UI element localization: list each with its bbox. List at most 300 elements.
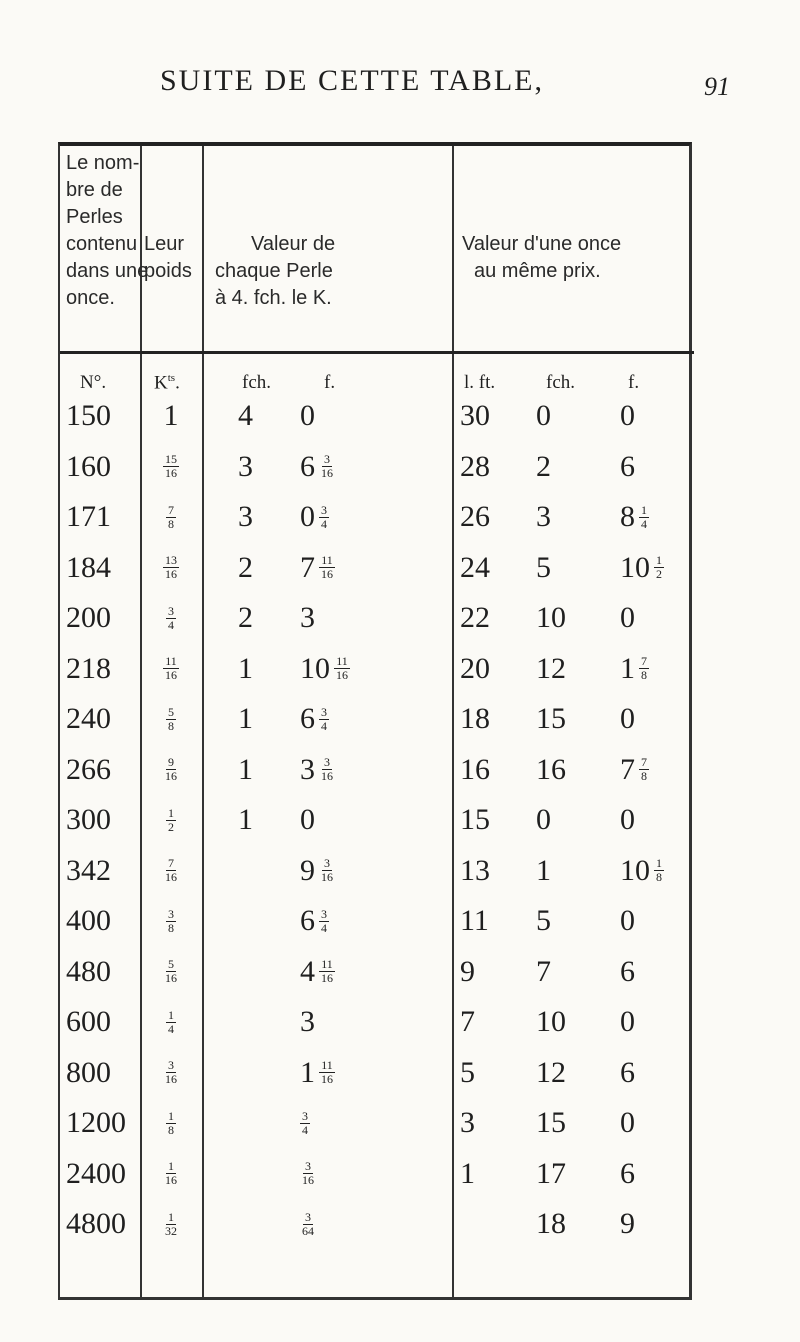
cell-pearl-count	[66, 746, 138, 794]
fraction-numerator: 3	[324, 755, 330, 769]
cell-once-fch-value: 10	[536, 601, 566, 634]
cell-once-fch-value: 18	[536, 1207, 566, 1240]
fraction	[166, 706, 176, 733]
fraction-denominator: 8	[168, 920, 174, 935]
cell-once-fch	[536, 948, 592, 996]
cell-pearl-count	[66, 695, 138, 743]
cell-once-fch	[536, 746, 592, 794]
fraction-numerator: 3	[324, 856, 330, 870]
fraction-numerator: 1	[656, 553, 662, 567]
table-row	[60, 1049, 694, 1097]
cell-once-fch	[536, 544, 592, 592]
cell-pearl-fch	[238, 443, 268, 491]
fraction	[163, 1059, 179, 1086]
fraction	[163, 756, 179, 783]
cell-weight-kts	[142, 443, 200, 491]
cell-once-f	[620, 1150, 690, 1198]
cell-once-lst-value: 9	[460, 954, 475, 988]
cell-once-fch	[536, 1049, 592, 1097]
cell-pearl-f	[300, 796, 440, 844]
table-row	[60, 1200, 694, 1248]
fraction-denominator: 16	[165, 870, 177, 884]
fraction-denominator: 4	[168, 1021, 174, 1036]
fraction	[166, 504, 176, 531]
cell-once-lst-value: 7	[460, 1005, 475, 1038]
cell-once-f	[620, 796, 690, 844]
cell-once-lst-value: 3	[460, 1106, 475, 1139]
cell-pearl-fch	[238, 695, 268, 743]
fraction-numerator: 3	[321, 502, 327, 517]
cell-once-lst	[460, 1049, 520, 1097]
cell-once-f-value: 0	[620, 1005, 635, 1038]
cell-once-fch-value: 16	[536, 752, 566, 786]
cell-weight-kts	[142, 1200, 200, 1248]
cell-once-lst	[460, 594, 520, 642]
cell-weight-kts	[142, 998, 200, 1046]
fraction	[163, 453, 179, 480]
cell-once-fch-value: 7	[536, 954, 551, 988]
table-row	[60, 746, 694, 794]
table-row	[60, 443, 694, 491]
cell-once-lst-value: 1	[460, 1156, 475, 1190]
fraction	[319, 504, 329, 531]
cell-weight-kts	[142, 948, 200, 996]
cell-once-f	[620, 1049, 690, 1097]
cell-once-fch-value: 12	[536, 651, 566, 685]
cell-pearl-count	[66, 948, 138, 996]
fraction	[334, 655, 350, 682]
cell-once-fch-value: 12	[536, 1055, 566, 1089]
cell-pearl-f-value: 9	[300, 853, 315, 887]
cell-pearl-count	[66, 1150, 138, 1198]
fraction-denominator: 8	[168, 1122, 174, 1137]
table-row	[60, 998, 694, 1046]
cell-pearl-f-value: 3	[300, 1005, 315, 1038]
cell-pearl-fch	[238, 746, 268, 794]
fraction-denominator: 8	[168, 516, 174, 531]
fraction-numerator: 3	[324, 452, 330, 466]
fraction	[654, 554, 664, 581]
cell-once-fch-value: 3	[536, 500, 551, 533]
fraction-numerator: 7	[641, 654, 647, 668]
fraction-denominator: 4	[168, 617, 174, 632]
fraction	[163, 554, 179, 581]
unit-once-lst: l. ft.	[464, 372, 496, 393]
fraction-numerator: 11	[321, 1058, 333, 1072]
cell-once-f-value: 1	[620, 651, 635, 685]
cell-weight-kts	[142, 594, 200, 642]
fraction-numerator: 3	[305, 1159, 311, 1173]
cell-pearl-f	[300, 1150, 440, 1198]
cell-once-f-value: 0	[620, 803, 635, 836]
table-row	[60, 897, 694, 945]
fraction-numerator: 9	[168, 755, 174, 769]
unit-once-f: f.	[628, 372, 640, 393]
fraction-denominator: 4	[641, 516, 647, 531]
fraction	[166, 605, 176, 632]
cell-pearl-count	[66, 1049, 138, 1097]
cell-weight-kts	[142, 544, 200, 592]
cell-weight-kts	[142, 1150, 200, 1198]
cell-pearl-count-value: 300	[66, 803, 111, 836]
cell-once-f	[620, 594, 690, 642]
cell-pearl-fch	[238, 998, 268, 1046]
fraction-denominator: 4	[321, 516, 327, 531]
fraction	[166, 1009, 176, 1036]
cell-once-f	[620, 1200, 690, 1248]
unit-perle-f: f.	[324, 372, 336, 393]
cell-pearl-fch-value: 3	[238, 500, 253, 533]
cell-pearl-count	[66, 897, 138, 945]
unit-no: N°.	[80, 372, 107, 393]
fraction-denominator: 8	[656, 870, 662, 884]
cell-once-fch-value: 15	[536, 1106, 566, 1139]
table-row	[60, 847, 694, 895]
cell-weight-kts	[142, 1099, 200, 1147]
cell-pearl-f	[300, 1200, 440, 1248]
cell-once-f-value: 6	[620, 1055, 635, 1089]
fraction-denominator: 16	[165, 1173, 177, 1187]
cell-once-lst-value: 26	[460, 500, 490, 533]
cell-once-f-value: 0	[620, 904, 635, 937]
cell-pearl-f-value: 6	[300, 449, 315, 483]
table-row	[60, 493, 694, 541]
cell-pearl-fch	[238, 544, 268, 592]
cell-once-lst	[460, 392, 520, 440]
cell-pearl-f-value: 6	[300, 904, 315, 937]
table-row	[60, 1150, 694, 1198]
cell-pearl-count	[66, 493, 138, 541]
cell-once-fch-value: 5	[536, 550, 551, 584]
fraction-denominator: 8	[168, 718, 174, 733]
cell-pearl-f-value: 7	[300, 550, 315, 584]
fraction	[319, 857, 335, 884]
fraction-numerator: 3	[321, 704, 327, 719]
cell-weight-kts	[142, 897, 200, 945]
cell-once-lst	[460, 746, 520, 794]
cell-pearl-f-value: 6	[300, 702, 315, 735]
fraction-denominator: 16	[321, 971, 333, 985]
running-head	[0, 64, 800, 108]
cell-pearl-fch-value: 1	[238, 803, 253, 836]
cell-once-fch-value: 15	[536, 702, 566, 735]
cell-pearl-f	[300, 493, 440, 541]
cell-weight-kts-value: 1	[163, 399, 179, 432]
cell-once-lst-value: 22	[460, 601, 490, 634]
fraction-numerator: 11	[321, 553, 333, 567]
cell-pearl-f	[300, 544, 440, 592]
cell-pearl-f-value: 3	[300, 752, 315, 786]
cell-pearl-count	[66, 645, 138, 693]
cell-pearl-count-value: 200	[66, 601, 111, 634]
cell-pearl-count	[66, 544, 138, 592]
cell-once-lst-value: 16	[460, 752, 490, 786]
cell-once-f-value: 10	[620, 550, 650, 584]
cell-once-f-value: 6	[620, 449, 635, 483]
table-row	[60, 594, 694, 642]
cell-once-lst-value: 24	[460, 550, 490, 584]
fraction	[166, 908, 176, 935]
cell-weight-kts	[142, 695, 200, 743]
table-row	[60, 544, 694, 592]
cell-pearl-fch	[238, 796, 268, 844]
fraction-numerator: 7	[168, 856, 174, 870]
fraction-denominator: 16	[165, 567, 177, 581]
fraction-denominator: 4	[321, 718, 327, 733]
cell-once-fch-value: 10	[536, 1005, 566, 1038]
cell-pearl-f	[300, 645, 440, 693]
cell-pearl-count-value: 240	[66, 702, 111, 735]
fraction-numerator: 3	[305, 1209, 311, 1224]
cell-pearl-count	[66, 998, 138, 1046]
fraction-numerator: 1	[168, 1007, 174, 1022]
cell-pearl-f	[300, 998, 440, 1046]
fraction-numerator: 11	[321, 957, 333, 971]
fraction-numerator: 7	[641, 755, 647, 769]
fraction-denominator: 16	[321, 769, 333, 783]
cell-once-f-value: 8	[620, 500, 635, 533]
fraction-numerator: 11	[336, 654, 348, 668]
cell-once-f-value: 0	[620, 1106, 635, 1139]
cell-pearl-fch	[238, 594, 268, 642]
fraction-denominator: 2	[656, 567, 662, 581]
cell-once-f	[620, 998, 690, 1046]
fraction	[654, 857, 664, 884]
cell-pearl-f-value: 4	[300, 954, 315, 988]
cell-pearl-f-value: 0	[300, 399, 315, 432]
cell-pearl-f	[300, 847, 440, 895]
cell-weight-kts	[142, 847, 200, 895]
cell-once-lst-value: 15	[460, 803, 490, 836]
cell-once-lst-value: 5	[460, 1055, 475, 1089]
cell-once-f	[620, 1099, 690, 1147]
pearl-value-table	[58, 142, 692, 1300]
cell-pearl-fch-value: 1	[238, 651, 253, 685]
fraction	[319, 706, 329, 733]
fraction	[319, 1059, 335, 1086]
cell-once-f-value: 7	[620, 752, 635, 786]
fraction-denominator: 16	[336, 668, 348, 682]
fraction-numerator: 1	[641, 502, 647, 517]
cell-once-fch	[536, 897, 592, 945]
cell-once-lst	[460, 544, 520, 592]
cell-pearl-f	[300, 594, 440, 642]
header-rule	[60, 351, 694, 354]
fraction-numerator: 1	[168, 1108, 174, 1123]
cell-pearl-count-value: 342	[66, 853, 111, 887]
cell-pearl-f	[300, 443, 440, 491]
cell-pearl-fch	[238, 897, 268, 945]
cell-pearl-count-value: 2400	[66, 1156, 126, 1190]
cell-once-lst	[460, 493, 520, 541]
fraction-numerator: 3	[168, 906, 174, 921]
table-row	[60, 695, 694, 743]
fraction	[163, 1160, 179, 1187]
cell-once-fch-value: 0	[536, 399, 551, 432]
unit-once-fch: fch.	[546, 372, 576, 393]
fraction-denominator: 32	[165, 1223, 177, 1238]
fraction-numerator: 5	[168, 704, 174, 719]
cell-pearl-count-value: 480	[66, 954, 111, 988]
cell-once-fch	[536, 1099, 592, 1147]
fraction	[319, 756, 335, 783]
cell-once-f	[620, 948, 690, 996]
table-row	[60, 948, 694, 996]
cell-once-lst-value: 20	[460, 651, 490, 685]
cell-pearl-fch-value: 2	[238, 550, 253, 584]
cell-once-lst-value: 18	[460, 702, 490, 735]
fraction	[319, 453, 335, 480]
cell-pearl-count	[66, 443, 138, 491]
fraction	[166, 807, 176, 834]
cell-once-lst	[460, 1200, 520, 1248]
fraction-numerator: 1	[656, 856, 662, 870]
cell-pearl-f-value: 1	[300, 1055, 315, 1089]
cell-pearl-f	[300, 1049, 440, 1097]
fraction-numerator: 3	[168, 603, 174, 618]
fraction-numerator: 11	[165, 654, 177, 668]
cell-once-fch-value: 5	[536, 904, 551, 937]
cell-once-f-value: 0	[620, 601, 635, 634]
cell-once-f	[620, 897, 690, 945]
cell-once-f	[620, 443, 690, 491]
fraction-denominator: 16	[321, 1072, 333, 1086]
fraction-numerator: 3	[302, 1108, 308, 1123]
fraction-numerator: 7	[168, 502, 174, 517]
header-col-once-value: Valeur d'une once au même prix.	[462, 233, 622, 282]
fraction	[166, 1110, 176, 1137]
fraction-denominator: 4	[302, 1122, 308, 1137]
fraction-denominator: 16	[165, 466, 177, 480]
cell-weight-kts	[142, 1049, 200, 1097]
cell-pearl-f	[300, 392, 440, 440]
cell-once-f	[620, 544, 690, 592]
cell-pearl-fch	[238, 948, 268, 996]
cell-pearl-fch-value: 4	[238, 399, 253, 432]
cell-pearl-count-value: 800	[66, 1055, 111, 1089]
cell-weight-kts	[142, 645, 200, 693]
fraction	[163, 655, 179, 682]
cell-pearl-f-value: 0	[300, 803, 315, 836]
cell-once-fch	[536, 443, 592, 491]
cell-once-fch	[536, 998, 592, 1046]
cell-once-f-value: 6	[620, 954, 635, 988]
cell-once-f	[620, 493, 690, 541]
cell-pearl-fch	[238, 1049, 268, 1097]
cell-weight-kts	[142, 746, 200, 794]
cell-pearl-f	[300, 746, 440, 794]
cell-once-lst	[460, 695, 520, 743]
fraction-denominator: 2	[168, 819, 174, 834]
cell-weight-kts	[142, 796, 200, 844]
cell-once-f	[620, 645, 690, 693]
fraction-denominator: 16	[165, 769, 177, 783]
fraction	[319, 908, 329, 935]
cell-weight-kts	[142, 493, 200, 541]
table-row	[60, 645, 694, 693]
table-row	[60, 392, 694, 440]
cell-once-f-value: 6	[620, 1156, 635, 1190]
cell-pearl-f-value: 10	[300, 651, 330, 685]
cell-once-fch	[536, 1150, 592, 1198]
cell-once-lst	[460, 897, 520, 945]
cell-pearl-count-value: 1200	[66, 1106, 126, 1139]
cell-pearl-count-value: 150	[66, 399, 111, 432]
cell-pearl-f	[300, 948, 440, 996]
cell-pearl-fch	[238, 847, 268, 895]
cell-pearl-fch	[238, 1150, 268, 1198]
cell-once-f	[620, 695, 690, 743]
cell-pearl-fch	[238, 1099, 268, 1147]
cell-pearl-f	[300, 897, 440, 945]
fraction-numerator: 1	[168, 805, 174, 820]
fraction-denominator: 16	[321, 567, 333, 581]
unit-perle-fch: fch.	[242, 372, 272, 393]
cell-pearl-f	[300, 695, 440, 743]
fraction	[300, 1160, 316, 1187]
cell-once-lst-value: 28	[460, 449, 490, 483]
fraction	[163, 1211, 179, 1238]
fraction-denominator: 16	[321, 870, 333, 884]
table-row	[60, 1099, 694, 1147]
cell-once-fch	[536, 847, 592, 895]
fraction-denominator: 16	[302, 1173, 314, 1187]
cell-once-fch	[536, 1200, 592, 1248]
cell-pearl-fch-value: 1	[238, 702, 253, 735]
fraction	[639, 655, 649, 682]
cell-once-lst	[460, 998, 520, 1046]
cell-pearl-count-value: 171	[66, 500, 111, 533]
cell-once-f	[620, 746, 690, 794]
fraction	[319, 958, 335, 985]
fraction-denominator: 16	[321, 466, 333, 480]
header-col-count: Le nom- bre de Perles contenu dans une once.	[66, 152, 149, 309]
cell-once-lst	[460, 645, 520, 693]
running-title: SUITE DE CETTE TABLE,	[160, 64, 544, 97]
header-col-pearl-value: Valeur de chaque Perle à 4. fch. le K.	[215, 233, 336, 309]
cell-pearl-count	[66, 594, 138, 642]
cell-pearl-count-value: 4800	[66, 1207, 126, 1240]
table-row	[60, 796, 694, 844]
unit-kts: $K^{ts}$.	[154, 372, 180, 394]
cell-once-lst	[460, 443, 520, 491]
fraction	[639, 504, 649, 531]
cell-once-f-value: 10	[620, 853, 650, 887]
fraction-denominator: 64	[302, 1223, 314, 1238]
fraction-denominator: 8	[641, 769, 647, 783]
fraction	[163, 857, 179, 884]
cell-pearl-fch	[238, 493, 268, 541]
cell-pearl-count-value: 160	[66, 449, 111, 483]
cell-pearl-count	[66, 847, 138, 895]
cell-once-lst-value: 30	[460, 399, 490, 432]
fraction-numerator: 3	[168, 1058, 174, 1072]
cell-pearl-count-value: 600	[66, 1005, 111, 1038]
cell-once-fch	[536, 594, 592, 642]
cell-once-fch	[536, 645, 592, 693]
cell-once-lst-value: 13	[460, 853, 490, 887]
fraction-numerator: 5	[168, 957, 174, 971]
cell-pearl-count-value: 184	[66, 550, 111, 584]
cell-pearl-fch-value: 1	[238, 752, 253, 786]
cell-pearl-count	[66, 1099, 138, 1147]
fraction-numerator: 13	[165, 553, 177, 567]
cell-once-fch	[536, 493, 592, 541]
cell-pearl-f-value: 0	[300, 500, 315, 533]
fraction-denominator: 16	[165, 971, 177, 985]
fraction-numerator: 1	[168, 1159, 174, 1173]
cell-once-lst	[460, 1099, 520, 1147]
